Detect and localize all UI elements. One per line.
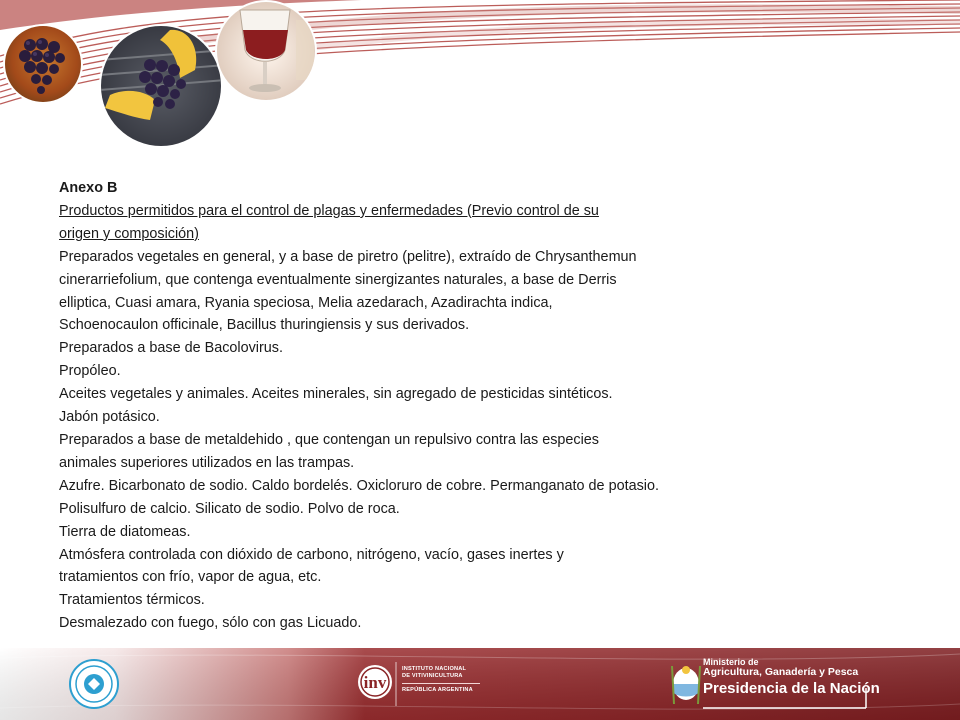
footer-banner (0, 648, 960, 720)
inv-logo-text: inv (363, 673, 387, 692)
inv-line-2: DE VITIVINICULTURA (402, 673, 463, 679)
grapes-photo (0, 20, 90, 110)
body-line: Schoenocaulon officinale, Bacillus thuringiensis y sus derivados. (59, 317, 470, 334)
body-line: tratamientos con frío, vapor de agua, etc. (59, 569, 322, 586)
body-line: Aceites vegetales y animales. Aceites minerales, sin agregado de pesticidas sintéticos. (59, 386, 613, 403)
body-line: Polisulfuro de calcio. Silicato de sodio. Polvo de roca. (59, 500, 400, 517)
ministry-line-1: Ministerio de (703, 657, 759, 667)
body-line: Jabón potásico. (59, 409, 160, 426)
subtitle-line-1: Productos permitidos para el control de plagas y enfermedades (Previo control de su (59, 202, 599, 219)
body-line: Desmalezado con fuego, sólo con gas Licuado. (59, 615, 362, 632)
ministry-line-3: Presidencia de la Nación (703, 680, 880, 697)
body-line: cinerarriefolium, que contenga eventualmente sinergizantes naturales, a base de Derris (59, 271, 617, 288)
ministry-name (703, 657, 903, 698)
inv-line-1: INSTITUTO NACIONAL (402, 666, 467, 672)
body-line: Preparados a base de metaldehido , que contengan un repulsivo contra las especies (59, 431, 600, 448)
seal-logo (70, 660, 118, 708)
page-title: Anexo B (59, 180, 118, 196)
body-line: Preparados a base de Bacolovirus. (59, 340, 283, 357)
inv-line-3: REPÚBLICA ARGENTINA (402, 687, 473, 693)
body-line: Tierra de diatomeas. (59, 523, 191, 540)
ministry-line-2: Agricultura, Ganadería y Pesca (703, 666, 859, 678)
wine-glass-photo (215, 0, 317, 102)
body-line: animales superiores utilizados en las trampas. (59, 454, 355, 471)
subtitle-line-2: origen y composición) (59, 225, 199, 242)
header-banner (0, 0, 960, 160)
body-line: elliptica, Cuasi amara, Ryania speciosa, Melia azedarach, Azadirachta indica, (59, 294, 553, 311)
body-line: Tratamientos térmicos. (59, 592, 205, 609)
body-line: Atmósfera controlada con dióxido de carbono, nitrógeno, vacío, gases inertes y (59, 546, 564, 563)
header-swooshes (0, 0, 960, 160)
inv-institute-name (402, 666, 492, 694)
body-line: Azufre. Bicarbonato de sodio. Caldo bordelés. Oxicloruro de cobre. Permanganato de potasio. (59, 477, 659, 494)
document-body (59, 177, 759, 635)
body-line: Preparados vegetales en general, y a base de piretro (pelitre), extraído de Chrysanthemun (59, 248, 637, 265)
body-line: Propóleo. (59, 363, 121, 380)
